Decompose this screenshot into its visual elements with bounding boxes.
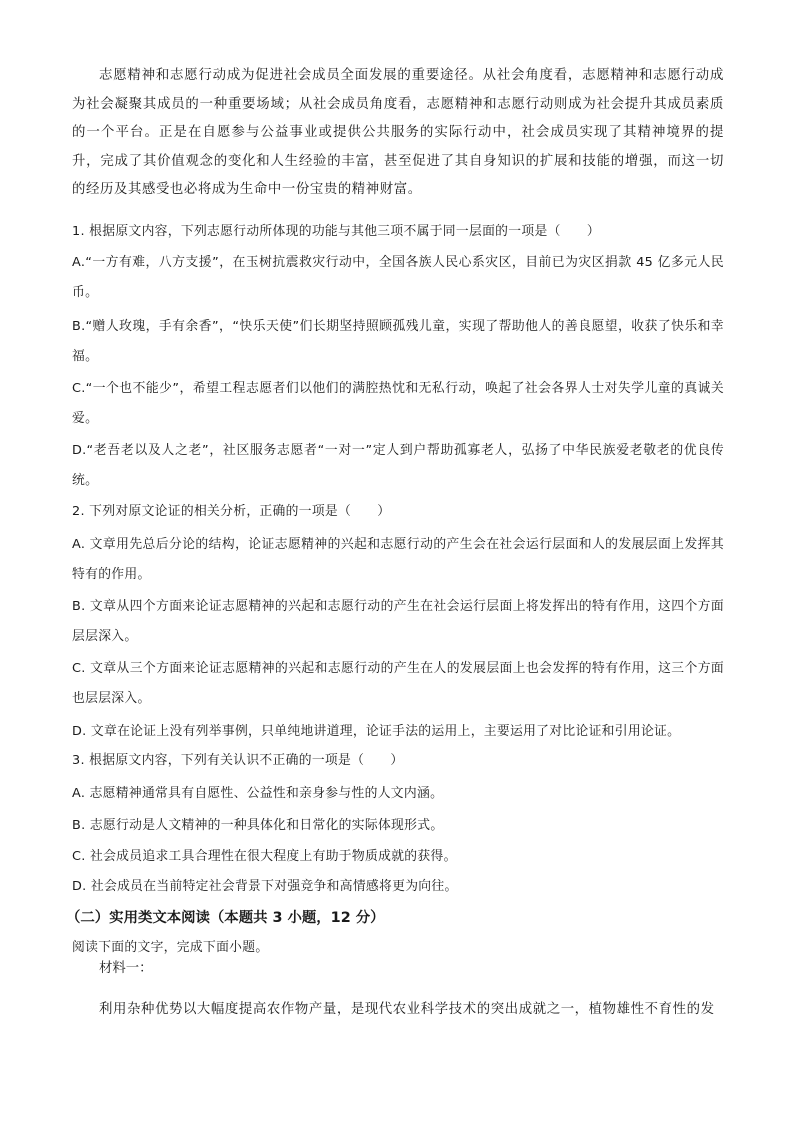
question-1-stem: 1. 根据原文内容，下列志愿行动所体现的功能与其他三项不属于同一层面的一项是（ ） xyxy=(72,224,600,239)
question-2-stem: 2. 下列对原文论证的相关分析，正确的一项是（ ） xyxy=(72,504,391,519)
question-2-option-d: D. 文章在论证上没有列举事例，只单纯地讲道理，论证手法的运用上，主要运用了对比论证和引用论证。 xyxy=(72,724,681,739)
section-instruction: 阅读下面的文字，完成下面小题。 xyxy=(72,940,269,955)
material-label: 材料一： xyxy=(99,961,153,976)
question-1-option-d: D.“老吾老以及人之老”，社区服务志愿者“一对一”定人到户帮助孤寡老人，弘扬了中华民族爱老敬老的优良传统。 xyxy=(72,443,724,488)
question-3-option-a: A. 志愿精神通常具有自愿性、公益性和亲身参与性的人文内涵。 xyxy=(72,786,444,801)
section-heading: （二）实用类文本阅读（本题共 3 小题，12 分） xyxy=(66,910,385,926)
question-3-stem: 3. 根据原文内容，下列有关认识不正确的一项是（ ） xyxy=(72,753,404,768)
question-1-option-b: B.“赠人玫瑰，手有余香”，“快乐天使”们长期坚持照顾孤残儿童，实现了帮助他人的善良愿望，收获了快乐和幸福。 xyxy=(72,319,724,364)
material-text: 利用杂种优势以大幅度提高农作物产量，是现代农业科学技术的突出成就之一，植物雄性不育性的发 xyxy=(99,1002,715,1017)
question-3-option-c: C. 社会成员追求工具合理性在很大程度上有助于物质成就的获得。 xyxy=(72,849,457,864)
question-3-option-d: D. 社会成员在当前特定社会背景下对强竞争和高情感将更为向往。 xyxy=(72,879,458,894)
question-3-option-b: B. 志愿行动是人文精神的一种具体化和日常化的实际体现形式。 xyxy=(72,818,444,833)
passage-paragraph: 志愿精神和志愿行动成为促进社会成员全面发展的重要途径。从社会角度看，志愿精神和志愿行动成为社会凝聚其成员的一种重要场域；从社会成员角度看，志愿精神和志愿行动则成为社会提升其成员素质的一个平台。正是在自愿参与公益事业或提供公共服务的实际行动中，社会成员实现了其精神境界的提升，完成了其价值观念的变化和人生经验的丰富，甚至促进了其自身知识的扩展和技能的增强，而这一切的经历及其感受也必将成为生命中一份宝贵的精神财富。 xyxy=(72,68,724,198)
question-1-option-a: A.“一方有难，八方支援”，在玉树抗震救灾行动中，全国各族人民心系灾区，目前已为灾区捐款 45 亿多元人民币。 xyxy=(72,255,724,300)
question-2-option-b: B. 文章从四个方面来论证志愿精神的兴起和志愿行动的产生在社会运行层面上将发挥出的特有作用，这四个方面层层深入。 xyxy=(72,599,724,644)
question-2-option-a: A. 文章用先总后分论的结构，论证志愿精神的兴起和志愿行动的产生会在社会运行层面和人的发展层面上发挥其特有的作用。 xyxy=(72,537,724,582)
question-2-option-c: C. 文章从三个方面来论证志愿精神的兴起和志愿行动的产生在人的发展层面上也会发挥的特有作用，这三个方面也层层深入。 xyxy=(72,661,724,706)
question-1-option-c: C.“一个也不能少”，希望工程志愿者们以他们的满腔热忱和无私行动，唤起了社会各界人士对失学儿童的真诚关爱。 xyxy=(72,381,724,426)
